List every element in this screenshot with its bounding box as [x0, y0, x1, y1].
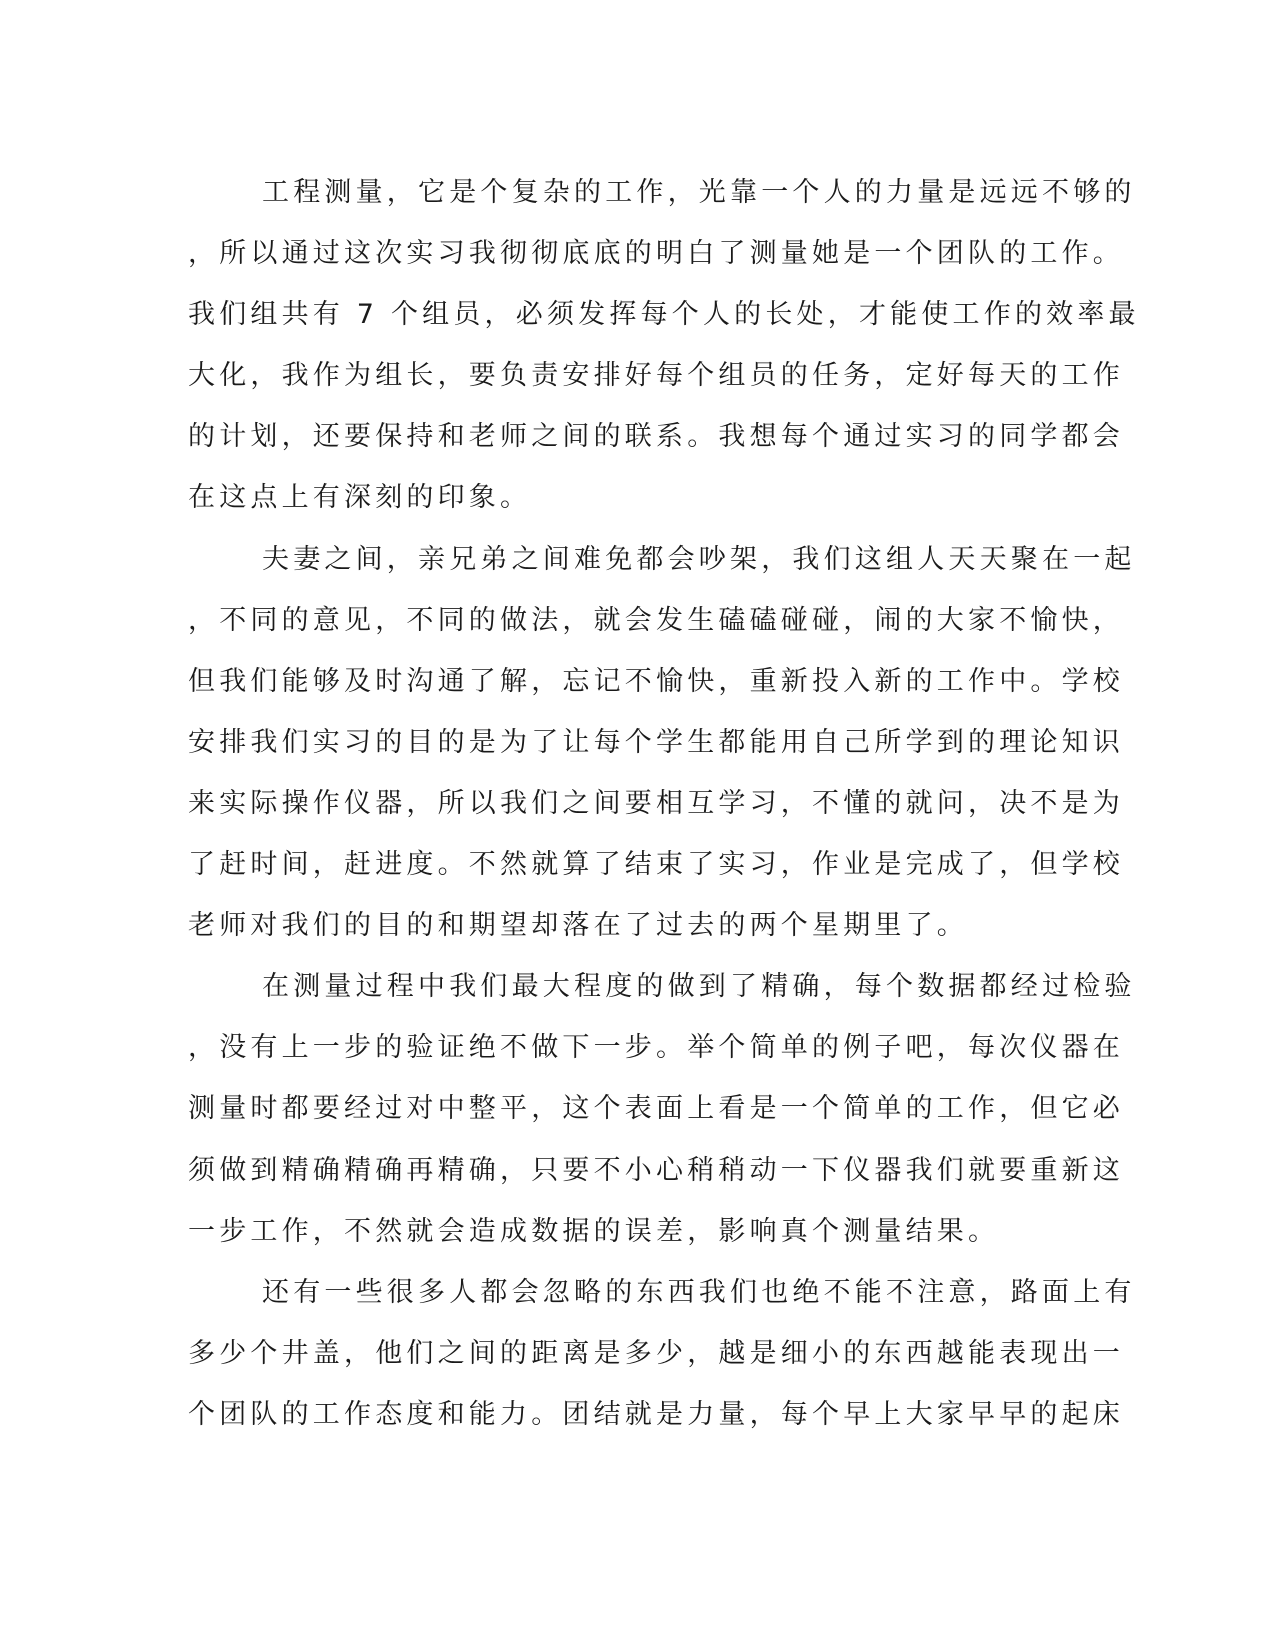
paragraph-1-line-5: 的计划，还要保持和老师之间的联系。我想每个通过实习的同学都会: [188, 421, 1124, 453]
paragraph-1-line-4: 大化，我作为组长，要负责安排好每个组员的任务，定好每天的工作: [188, 360, 1124, 392]
paragraph-4-line-1: 还有一些很多人都会忽略的东西我们也绝不能不注意，路面上有: [262, 1276, 1136, 1308]
paragraph-2-line-1: 夫妻之间，亲兄弟之间难免都会吵架，我们这组人天天聚在一起: [262, 543, 1136, 575]
paragraph-3-line-5: 一步工作，不然就会造成数据的误差，影响真个测量结果。: [188, 1215, 1000, 1247]
paragraph-4-line-3: 个团队的工作态度和能力。团结就是力量，每个早上大家早早的起床: [188, 1398, 1124, 1430]
paragraph-3-line-1: 在测量过程中我们最大程度的做到了精确，每个数据都经过检验: [262, 971, 1136, 1003]
paragraph-2-line-7: 老师对我们的目的和期望却落在了过去的两个星期里了。: [188, 910, 968, 942]
paragraph-3-line-3: 测量时都要经过对中整平，这个表面上看是一个简单的工作，但它必: [188, 1093, 1124, 1125]
paragraph-2-line-2: ，不同的意见，不同的做法，就会发生磕磕碰碰，闹的大家不愉快，: [188, 604, 1124, 636]
paragraph-1-line-6: 在这点上有深刻的印象。: [188, 482, 532, 514]
paragraph-1-line-2: ，所以通过这次实习我彻彻底底的明白了测量她是一个团队的工作。: [188, 238, 1124, 270]
paragraph-1-line-1: 工程测量，它是个复杂的工作，光靠一个人的力量是远远不够的: [262, 177, 1136, 208]
paragraph-3-line-4: 须做到精确精确再精确，只要不小心稍稍动一下仪器我们就要重新这: [188, 1154, 1124, 1186]
paragraph-3-line-2: ，没有上一步的验证绝不做下一步。举个简单的例子吧，每次仪器在: [188, 1032, 1124, 1064]
paragraph-1-line-3: 我们组共有 7 个组员，必须发挥每个人的长处，才能使工作的效率最: [188, 299, 1140, 331]
paragraph-2-line-5: 来实际操作仪器，所以我们之间要相互学习，不懂的就问，决不是为: [188, 787, 1124, 819]
paragraph-2-line-3: 但我们能够及时沟通了解，忘记不愉快，重新投入新的工作中。学校: [188, 665, 1124, 697]
paragraph-2-line-4: 安排我们实习的目的是为了让每个学生都能用自己所学到的理论知识: [188, 726, 1124, 758]
paragraph-2-line-6: 了赶时间，赶进度。不然就算了结束了实习，作业是完成了，但学校: [188, 849, 1124, 881]
paragraph-4-line-2: 多少个井盖，他们之间的距离是多少，越是细小的东西越能表现出一: [188, 1337, 1124, 1369]
body-text: [188, 162, 1140, 1445]
